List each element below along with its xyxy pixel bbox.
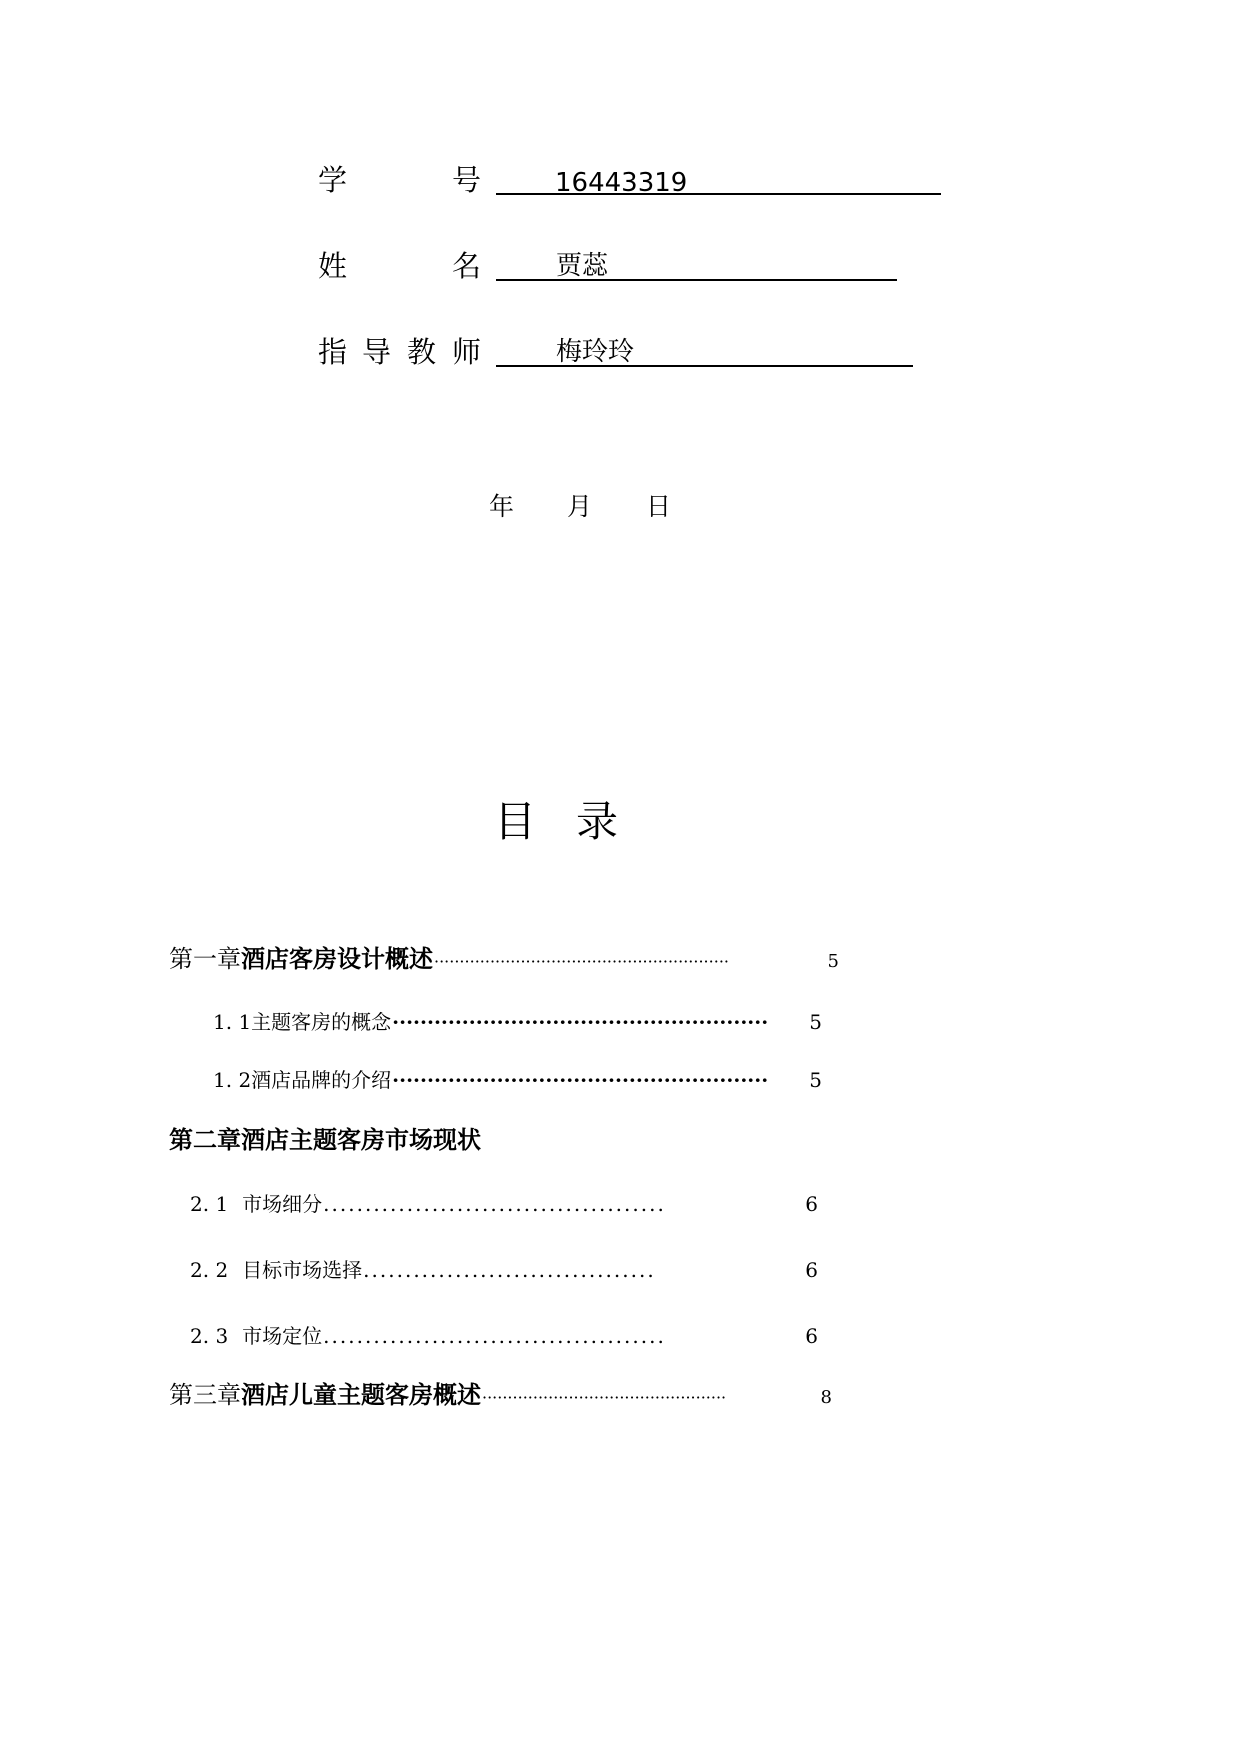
toc-entry-prefix: 1. 2 <box>213 1068 252 1092</box>
toc-entry-prefix: 2. 3 <box>190 1324 229 1348</box>
name-underline <box>496 279 897 281</box>
toc-entry-title: 酒店儿童主题客房概述 <box>241 1381 481 1409</box>
toc-chapter-1[interactable] <box>169 944 839 977</box>
advisor-label-char-2: 导 <box>362 335 392 369</box>
advisor-label-char-1: 指 <box>318 335 348 369</box>
toc-entry-title: 酒店客房设计概述 <box>241 945 433 973</box>
name-label-char-1: 姓 <box>318 249 348 283</box>
advisor-underline <box>496 365 913 367</box>
student-id-label-char-2: 号 <box>452 163 482 197</box>
toc-title-char-1: 目 <box>494 797 537 846</box>
toc-page-number: 5 <box>827 951 839 972</box>
toc-entry-prefix: 第一章 <box>169 945 241 973</box>
toc-section-2-2[interactable] <box>190 1256 818 1284</box>
toc-leader: ·························································· <box>434 952 729 971</box>
toc-page-number: 5 <box>809 1068 822 1092</box>
toc-page-number: 6 <box>805 1258 818 1282</box>
toc-entry-prefix: 2. 2 <box>190 1258 229 1282</box>
toc-section-1-1[interactable] <box>213 1008 822 1036</box>
date-month-label: 月 <box>567 492 593 521</box>
toc-leader: ......................................... <box>323 1192 666 1216</box>
toc-entry-prefix: 2. 1 <box>190 1192 229 1216</box>
advisor-value: 梅玲玲 <box>556 337 635 367</box>
toc-leader: ......................................... <box>323 1324 666 1348</box>
toc-page-number: 8 <box>820 1387 832 1408</box>
toc-entry-prefix: 1. 1 <box>213 1010 252 1034</box>
toc-section-2-1[interactable] <box>190 1190 818 1218</box>
name-value: 贾蕊 <box>556 251 609 281</box>
toc-entry-title: 目标市场选择 <box>242 1258 363 1282</box>
student-id-underline <box>496 193 941 195</box>
toc-entry-title: 主题客房的概念 <box>251 1010 392 1034</box>
toc-entry-title: 市场细分 <box>242 1192 323 1216</box>
toc-section-1-2[interactable] <box>213 1066 822 1094</box>
toc-chapter-2[interactable] <box>169 1125 481 1155</box>
toc-page-number: 6 <box>805 1192 818 1216</box>
name-label-char-2: 名 <box>452 249 482 283</box>
toc-page-number: 6 <box>805 1324 818 1348</box>
advisor-label-char-4: 师 <box>452 335 482 369</box>
toc-entry-prefix: 第三章 <box>169 1381 241 1409</box>
date-day-label: 日 <box>646 492 672 521</box>
advisor-label-char-3: 教 <box>407 335 437 369</box>
toc-entry-title: 市场定位 <box>242 1324 323 1348</box>
student-id-value: 16443319 <box>555 168 688 198</box>
date-year-label: 年 <box>489 492 515 521</box>
toc-section-2-3[interactable] <box>190 1322 818 1350</box>
toc-entry-title: 酒店主题客房市场现状 <box>241 1126 481 1154</box>
toc-entry-title: 酒店品牌的介绍 <box>251 1068 392 1092</box>
toc-page-number: 5 <box>809 1010 822 1034</box>
toc-chapter-3[interactable] <box>169 1380 832 1413</box>
toc-entry-prefix: 第二章 <box>169 1126 241 1154</box>
toc-leader: ................................... <box>363 1258 656 1282</box>
toc-leader: ················································ <box>482 1388 727 1407</box>
toc-leader: ······················································ <box>392 1068 769 1092</box>
student-id-label-char-1: 学 <box>318 163 348 197</box>
toc-title-char-2: 录 <box>576 797 619 846</box>
toc-leader: ······················································ <box>392 1010 769 1034</box>
